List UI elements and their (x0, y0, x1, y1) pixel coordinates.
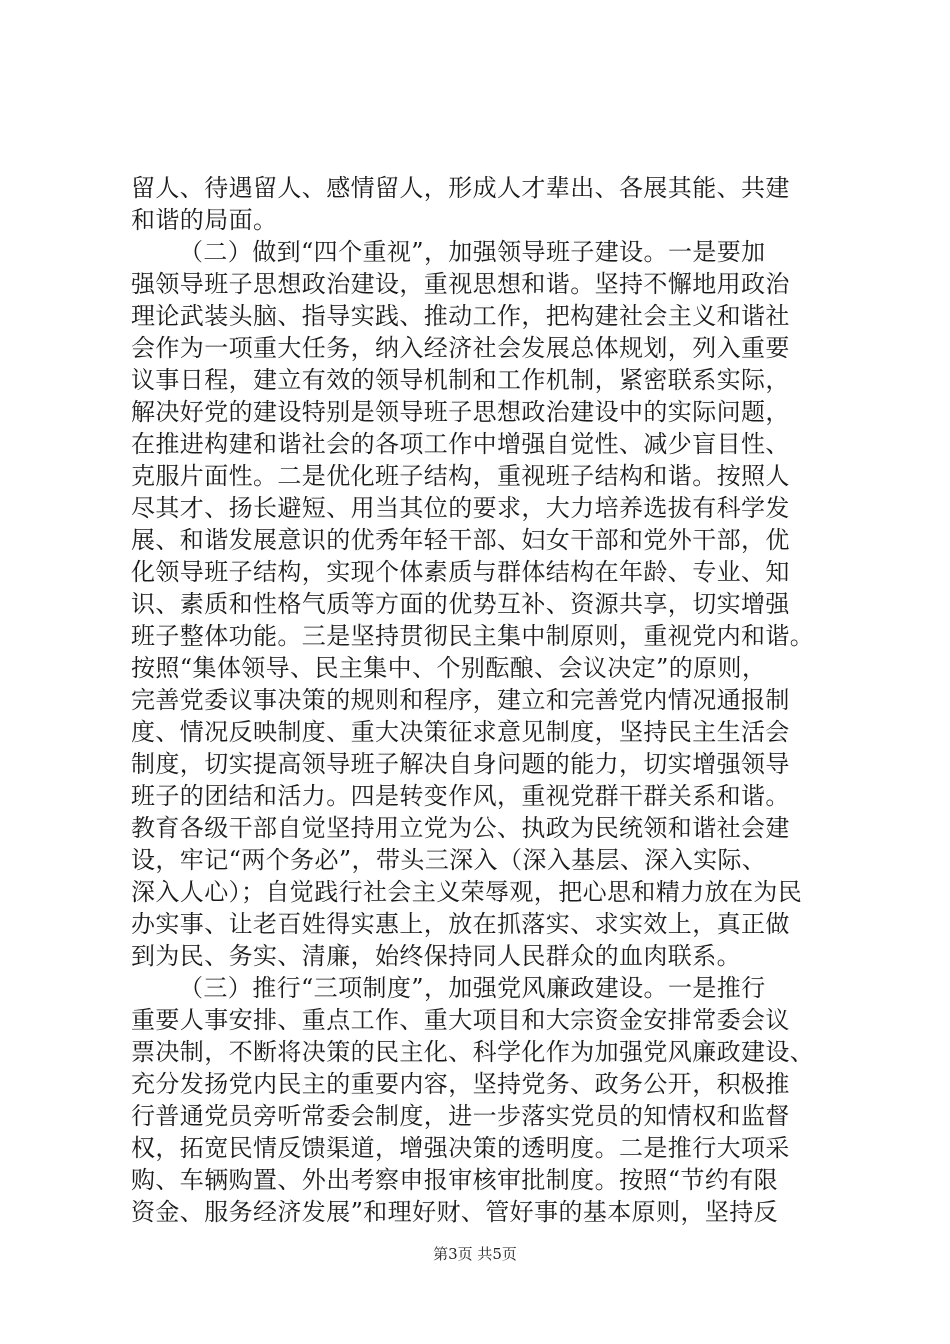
text-line: 度、情况反映制度、重大决策征求意见制度，坚持民主生活会 (131, 718, 790, 746)
text-line: 深入人心）；自觉践行社会主义荣辱观，把心思和精力放在为民 (131, 878, 803, 906)
text-line: 班子的团结和活力。四是转变作风，重视党群干群关系和谐。 (131, 782, 790, 810)
text-line: 制度，切实提高领导班子解决自身问题的能力，切实增强领导 (131, 750, 790, 778)
text-line: 展、和谐发展意识的优秀年轻干部、妇女干部和党外干部，优 (131, 526, 790, 554)
text-line: 到为民、务实、清廉，始终保持同人民群众的血肉联系。 (131, 942, 741, 970)
text-line: 充分发扬党内民主的重要内容，坚持党务、政务公开，积极推 (131, 1070, 790, 1098)
text-line: 重要人事安排、重点工作、重大项目和大宗资金安排常委会议 (131, 1006, 790, 1034)
text-line: 票决制，不断将决策的民主化、科学化作为加强党风廉政建设、 (131, 1038, 815, 1066)
text-line: 完善党委议事决策的规则和程序，建立和完善党内情况通报制 (131, 686, 790, 714)
text-line: 解决好党的建设特别是领导班子思想政治建设中的实际问题， (131, 398, 790, 426)
text-line: 克服片面性。二是优化班子结构，重视班子结构和谐。按照人 (131, 462, 790, 490)
text-line: 强领导班子思想政治建设，重视思想和谐。坚持不懈地用政治 (131, 270, 790, 298)
text-line: 和谐的局面。 (131, 206, 278, 234)
text-line: 在推进构建和谐社会的各项工作中增强自觉性、减少盲目性、 (131, 430, 790, 458)
paragraph-start-line: （三）推行“三项制度”，加强党风廉政建设。一是推行 (179, 974, 766, 1002)
text-line: 资金、服务经济发展”和理好财、管好事的基本原则，坚持反 (131, 1198, 779, 1226)
text-line: 教育各级干部自觉坚持用立党为公、执政为民统领和谐社会建 (131, 814, 790, 842)
text-line: 化领导班子结构，实现个体素质与群体结构在年龄、专业、知 (131, 558, 790, 586)
page-footer (0, 1244, 950, 1264)
body-text (131, 172, 831, 1228)
text-line: 办实事、让老百姓得实惠上，放在抓落实、求实效上，真正做 (131, 910, 790, 938)
text-line: 班子整体功能。三是坚持贯彻民主集中制原则，重视党内和谐。 (131, 622, 815, 650)
text-line: 尽其才、扬长避短、用当其位的要求，大力培养选拔有科学发 (131, 494, 790, 522)
text-line: 购、车辆购置、外出考察申报审核审批制度。按照“节约有限 (131, 1166, 779, 1194)
text-line: 留人、待遇留人、感情留人，形成人才辈出、各展其能、共建 (131, 174, 790, 202)
text-line: 识、素质和性格气质等方面的优势互补、资源共享，切实增强 (131, 590, 790, 618)
text-line: 按照“集体领导、民主集中、个别酝酿、会议决定”的原则， (131, 654, 767, 682)
text-line: 议事日程，建立有效的领导机制和工作机制，紧密联系实际， (131, 366, 790, 394)
text-line: 会作为一项重大任务，纳入经济社会发展总体规划，列入重要 (131, 334, 790, 362)
text-line: 设，牢记“两个务必”，带头三深入（深入基层、深入实际、 (131, 846, 767, 874)
text-line: 理论武装头脑、指导实践、推动工作，把构建社会主义和谐社 (131, 302, 790, 330)
page-number-label: 第3页 共5页 (433, 1245, 517, 1263)
paragraph-start-line: （二）做到“四个重视”，加强领导班子建设。一是要加 (179, 238, 766, 266)
text-line: 权，拓宽民情反馈渠道，增强决策的透明度。二是推行大项采 (131, 1134, 790, 1162)
text-line: 行普通党员旁听常委会制度，进一步落实党员的知情权和监督 (131, 1102, 790, 1130)
